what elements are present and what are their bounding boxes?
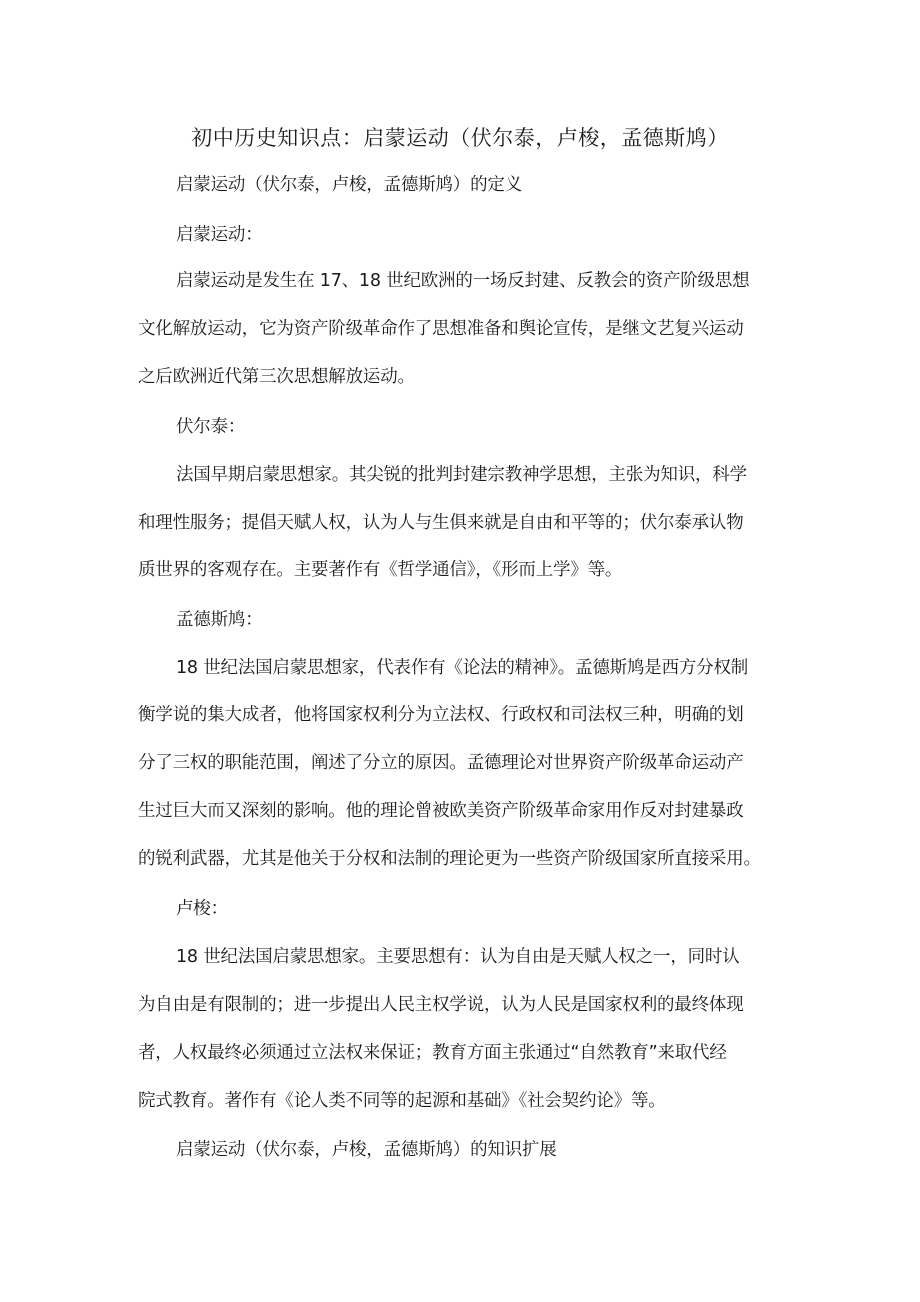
- paragraph-line: 分了三权的职能范围，阐述了分立的原因。孟德理论对世界资产阶级革命运动产: [138, 753, 744, 773]
- paragraph-line: 启蒙运动是发生在 17、18 世纪欧洲的一场反封建、反教会的资产阶级思想: [176, 271, 750, 291]
- paragraph-line: 之后欧洲近代第三次思想解放运动。: [138, 367, 415, 387]
- paragraph-line: 者，人权最终必须通过立法权来保证；教育方面主张通过“自然教育”来取代经: [138, 1043, 727, 1063]
- document-title: 初中历史知识点：启蒙运动（伏尔泰，卢梭，孟德斯鸠）: [191, 126, 729, 150]
- paragraph-line: 的锐利武器，尤其是他关于分权和法制的理论更为一些资产阶级国家所直接采用。: [138, 849, 761, 869]
- paragraph-line: 衡学说的集大成者，他将国家权利分为立法权、行政权和司法权三种，明确的划: [138, 705, 744, 725]
- paragraph-line: 18 世纪法国启蒙思想家，代表作有《论法的精神》。孟德斯鸠是西方分权制: [176, 658, 749, 678]
- rousseau-label: 卢梭：: [176, 899, 228, 919]
- paragraph-line: 质世界的客观存在。主要著作有《哲学通信》，《形而上学》等。: [138, 560, 623, 580]
- montesquieu-label: 孟德斯鸠：: [176, 610, 263, 630]
- section-heading-definition: 启蒙运动（伏尔泰，卢梭，孟德斯鸠）的定义: [176, 175, 522, 195]
- section-heading-extension: 启蒙运动（伏尔泰，卢梭，孟德斯鸠）的知识扩展: [176, 1140, 557, 1160]
- enlightenment-label: 启蒙运动：: [176, 225, 263, 245]
- paragraph-line: 法国早期启蒙思想家。其尖锐的批判封建宗教神学思想，主张为知识，科学: [176, 465, 747, 485]
- paragraph-line: 18 世纪法国启蒙思想家。主要思想有：认为自由是天赋人权之一，同时认: [176, 947, 740, 967]
- paragraph-line: 院式教育。著作有《论人类不同等的起源和基础》《社会契约论》等。: [138, 1091, 666, 1111]
- paragraph-line: 和理性服务；提倡天赋人权，认为人与生俱来就是自由和平等的；伏尔泰承认物: [138, 513, 744, 533]
- voltaire-label: 伏尔泰：: [176, 417, 246, 437]
- paragraph-line: 为自由是有限制的；进一步提出人民主权学说，认为人民是国家权利的最终体现: [138, 995, 744, 1015]
- paragraph-line: 生过巨大而又深刻的影响。他的理论曾被欧美资产阶级革命家用作反对封建暴政: [138, 801, 744, 821]
- paragraph-line: 文化解放运动，它为资产阶级革命作了思想准备和舆论宣传，是继文艺复兴运动: [138, 319, 744, 339]
